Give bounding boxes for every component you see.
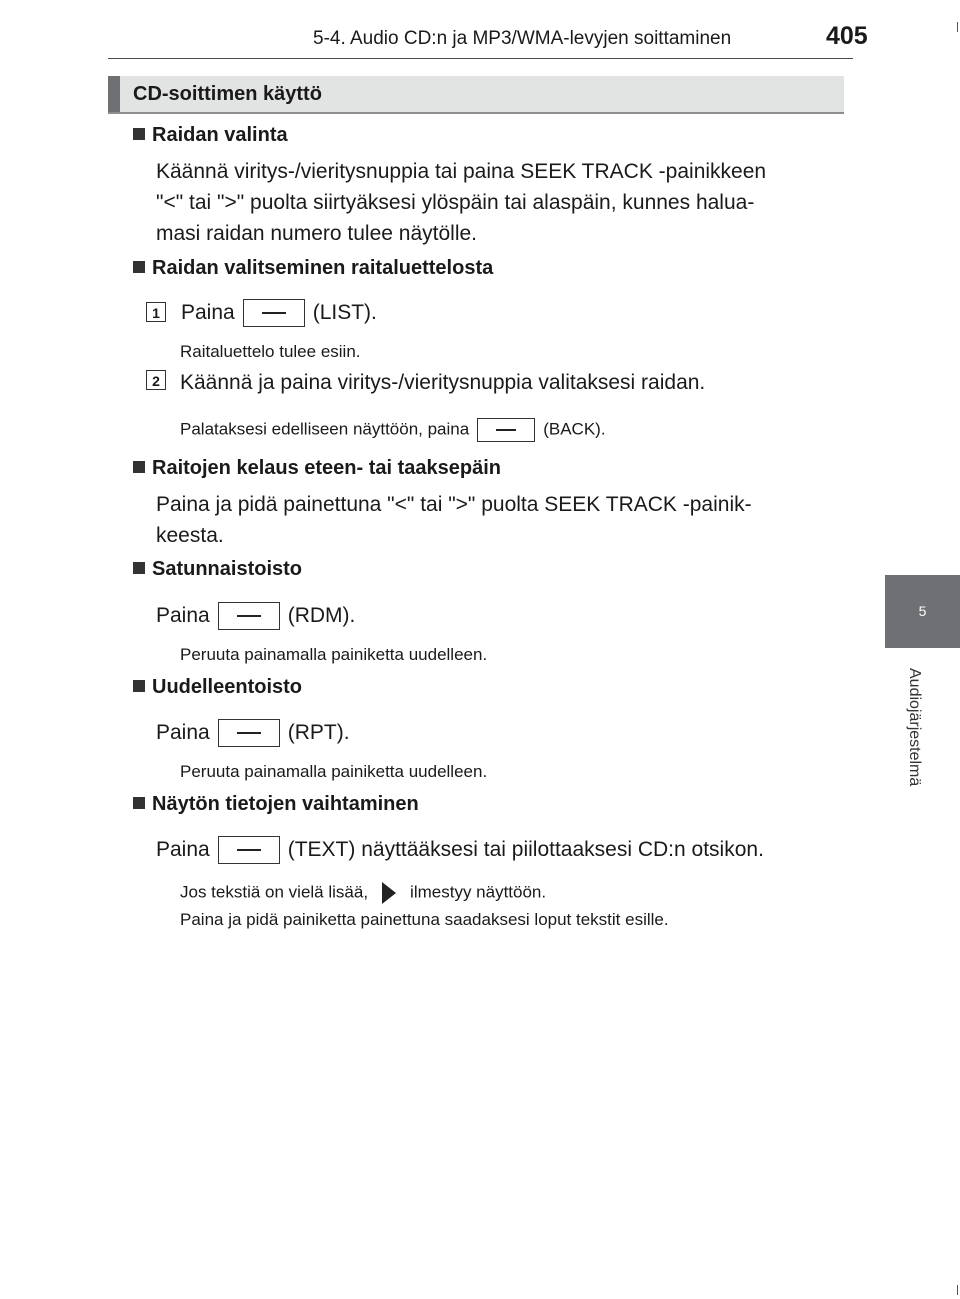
section-heading: Uudelleentoisto — [133, 676, 302, 699]
chapter-tab — [885, 575, 960, 648]
chapter-label: Audiojärjestelmä — [906, 668, 923, 787]
right-arrow-icon — [382, 882, 396, 904]
square-bullet-icon — [133, 261, 145, 273]
button-placeholder-icon — [218, 836, 280, 864]
page-number: 405 — [826, 22, 868, 50]
section-heading: Raitojen kelaus eteen- tai taaksepäin — [133, 457, 501, 480]
section-heading: Raidan valitseminen raitaluettelosta — [133, 257, 493, 280]
step-2-note: Palataksesi edelliseen näyttöön, paina (BACK). — [180, 418, 606, 442]
crop-mark — [957, 1285, 958, 1295]
step-2-instruction: Käännä ja paina viritys-/vieritysnuppia valitaksesi raidan. — [180, 371, 706, 394]
section-heading: Näytön tietojen vaihtaminen — [133, 793, 419, 816]
instruction-line: Paina (RPT). — [156, 717, 350, 748]
button-placeholder-icon — [477, 418, 535, 442]
button-placeholder-icon — [243, 299, 305, 327]
instruction-line: Paina (TEXT) näyttääksesi tai piilottaaksesi CD:n otsikon. — [156, 834, 764, 865]
square-bullet-icon — [133, 797, 145, 809]
chapter-number: 5 — [918, 603, 927, 619]
button-placeholder-icon — [218, 602, 280, 630]
section-banner — [108, 76, 844, 114]
body-paragraph: Käännä viritys-/vieritysnuppia tai paina SEEK TRACK -painikkeen "<" tai ">" puolta siirtyäksesi ylöspäin tai alaspäin, kunnes halua- masi raidan numero tulee näytölle. — [156, 160, 767, 245]
step-1-note: Raitaluettelo tulee esiin. — [180, 342, 361, 361]
banner-title: CD-soittimen käyttö — [133, 83, 322, 105]
step-number-2: 2 — [146, 370, 166, 390]
button-placeholder-icon — [218, 719, 280, 747]
square-bullet-icon — [133, 680, 145, 692]
header-rule — [108, 58, 853, 59]
running-header-title: 5-4. Audio CD:n ja MP3/WMA-levyjen soittaminen — [313, 28, 732, 49]
step-1-instruction: Paina (LIST). — [181, 297, 377, 328]
section-heading: Raidan valinta — [133, 124, 288, 147]
square-bullet-icon — [133, 461, 145, 473]
instruction-note: Peruuta painamalla painiketta uudelleen. — [180, 762, 488, 781]
crop-mark — [957, 22, 958, 32]
instruction-note: Paina ja pidä painiketta painettuna saadaksesi loput tekstit esille. — [180, 910, 669, 929]
body-paragraph: Paina ja pidä painettuna "<" tai ">" puolta SEEK TRACK -painik- keesta. — [156, 493, 752, 547]
square-bullet-icon — [133, 128, 145, 140]
section-heading: Satunnaistoisto — [133, 558, 302, 581]
step-number-1: 1 — [146, 302, 166, 322]
instruction-line: Paina (RDM). — [156, 600, 355, 631]
instruction-note: Jos tekstiä on vielä lisää, ilmestyy näyttöön. — [180, 882, 546, 904]
banner-accent-bar — [108, 76, 120, 112]
instruction-note: Peruuta painamalla painiketta uudelleen. — [180, 645, 488, 664]
square-bullet-icon — [133, 562, 145, 574]
